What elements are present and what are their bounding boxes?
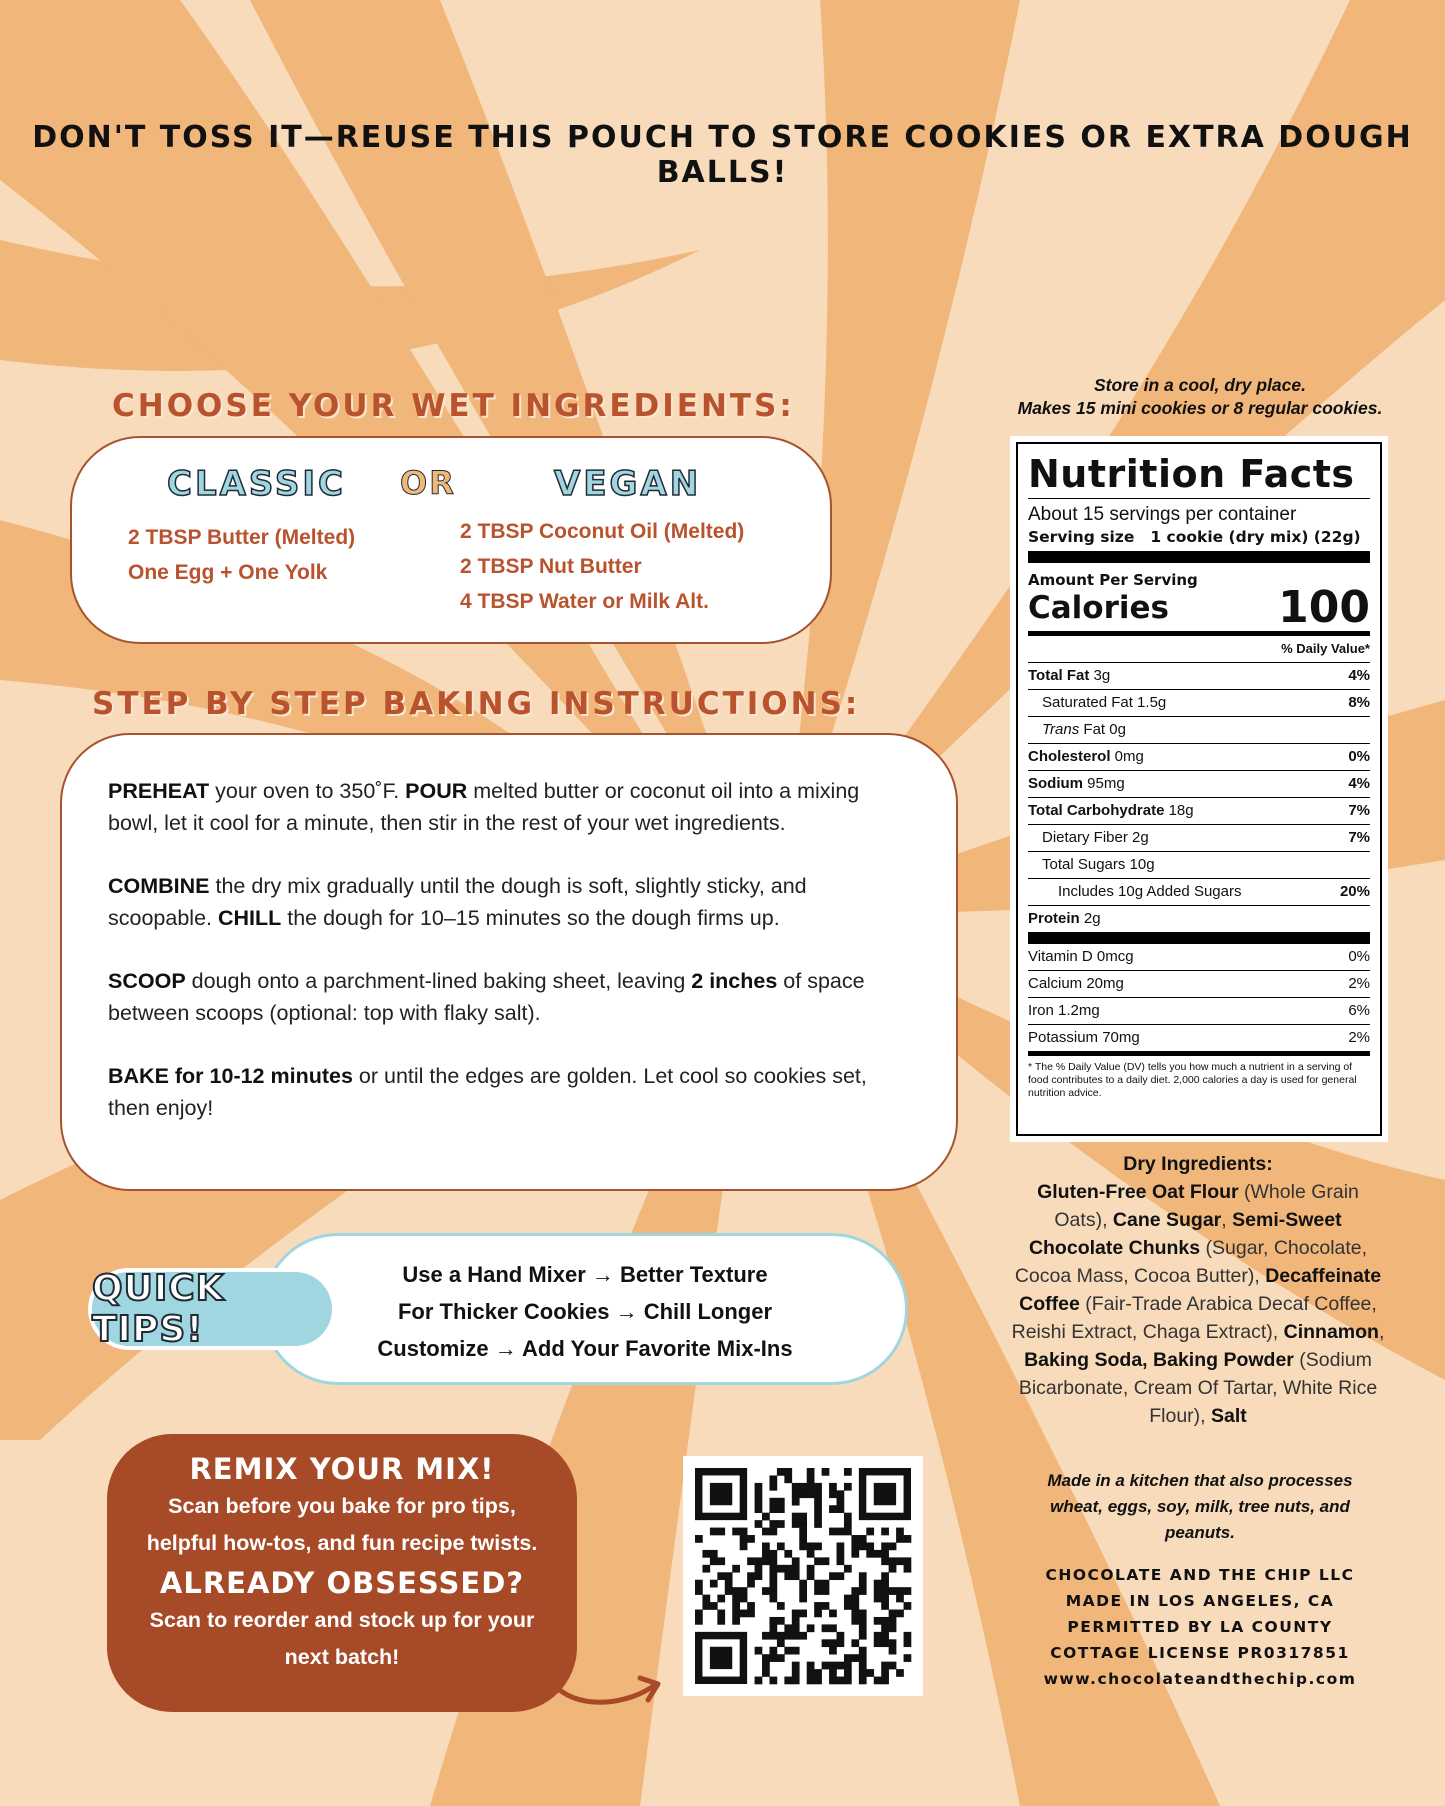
vitamin-row: Potassium 70mg 2%: [1028, 1024, 1370, 1051]
nutrition-title: Nutrition Facts: [1028, 452, 1355, 496]
vegan-item: 4 TBSP Water or Milk Alt.: [460, 590, 709, 613]
qr-code-icon: [683, 1456, 923, 1696]
nutrient-row: Sodium 95mg 4%: [1028, 770, 1370, 797]
company-info: [1000, 1562, 1400, 1692]
qr-code[interactable]: [683, 1456, 923, 1696]
quick-tips-card: [262, 1233, 908, 1385]
step-1: PREHEAT your oven to 350˚F. POUR melted butter or coconut oil into a mixing bowl, let it cool for a minute, then stir in the rest of your wet ingredients.: [108, 779, 860, 835]
daily-value-header: % Daily Value*: [1281, 641, 1370, 656]
calories-label: Calories: [1028, 590, 1169, 626]
serving-size-label: Serving size: [1028, 528, 1135, 546]
nutrient-row: Total Carbohydrate 18g 7%: [1028, 797, 1370, 824]
amount-per-serving: Amount Per Serving: [1028, 571, 1198, 589]
nutrient-row: Total Sugars 10g: [1028, 851, 1370, 878]
nutrient-row: Includes 10g Added Sugars 20%: [1028, 878, 1370, 905]
classic-item: 2 TBSP Butter (Melted): [128, 526, 356, 549]
vegan-item: 2 TBSP Coconut Oil (Melted): [460, 520, 745, 543]
serving-size-row: [1028, 527, 1370, 547]
calories-row: [1028, 582, 1370, 633]
daily-value-footnote: * The % Daily Value (DV) tells you how much a nutrient in a serving of food contributes to a daily diet. 2,000 calories a day is used for general nutrition advice.: [1028, 1061, 1357, 1099]
nutrient-rows: [1028, 662, 1370, 932]
vegan-list: [460, 514, 744, 619]
vitamin-row: Calcium 20mg 2%: [1028, 970, 1370, 997]
baking-instructions-title: STEP BY STEP BAKING INSTRUCTIONS:: [92, 686, 861, 722]
step-3: SCOOP dough onto a parchment-lined baking sheet, leaving 2 inches of space between scoops (optional: top with flaky salt).: [108, 969, 865, 1025]
nutrient-row: Cholesterol 0mg 0%: [1028, 743, 1370, 770]
classic-list: [128, 520, 355, 590]
or-text: OR: [400, 464, 456, 502]
ingredients-title: Dry Ingredients:: [1123, 1153, 1273, 1175]
step-2: COMBINE the dry mix gradually until the dough is soft, slightly sticky, and scoopable. CHILL the dough for 10–15 minutes so the dough firms up.: [108, 874, 807, 930]
serving-size-value: 1 cookie (dry mix) (22g): [1150, 528, 1361, 546]
tip-line: Use a Hand Mixer → Better Texture: [402, 1262, 768, 1287]
allergen-statement: Made in a kitchen that also processes wheat, eggs, soy, milk, tree nuts, and peanuts.: [1047, 1471, 1353, 1542]
vegan-heading: VEGAN: [554, 464, 702, 504]
nutrient-row: Protein 2g: [1028, 905, 1370, 932]
baking-instructions-card: [60, 733, 958, 1191]
remix-box: [107, 1434, 577, 1712]
storage-info: [990, 374, 1410, 420]
nutrient-row: Saturated Fat 1.5g 8%: [1028, 689, 1370, 716]
company-location: MADE IN LOS ANGELES, CA: [1065, 1592, 1335, 1610]
vitamin-row: Iron 1.2mg 6%: [1028, 997, 1370, 1024]
nutrition-facts-panel: [1016, 442, 1382, 1136]
wet-ingredients-title: CHOOSE YOUR WET INGREDIENTS:: [112, 388, 795, 424]
tip-line: For Thicker Cookies → Chill Longer: [397, 1299, 773, 1324]
yield-line: Makes 15 mini cookies or 8 regular cookies.: [1017, 398, 1383, 418]
reuse-pouch-banner: DON'T TOSS IT—REUSE THIS POUCH TO STORE COOKIES OR EXTRA DOUGH BALLS!: [32, 120, 1413, 190]
servings-per-container: About 15 servings per container: [1028, 504, 1297, 525]
company-name: CHOCOLATE AND THE CHIP LLC: [1045, 1566, 1355, 1584]
calories-value: 100: [1278, 582, 1370, 633]
vegan-item: 2 TBSP Nut Butter: [460, 555, 642, 578]
obsessed-heading: ALREADY OBSESSED?: [159, 1566, 525, 1600]
company-website[interactable]: www.chocolateandthechip.com: [1043, 1670, 1357, 1688]
nutrient-row: Total Fat 3g 4%: [1028, 662, 1370, 689]
tip-line: Customize → Add Your Favorite Mix-Ins: [377, 1336, 793, 1361]
classic-heading: CLASSIC: [167, 464, 346, 504]
arrow-icon: [540, 1640, 670, 1720]
steps-list: [108, 775, 910, 1124]
classic-item: One Egg + One Yolk: [128, 561, 328, 584]
storage-line: Store in a cool, dry place.: [1093, 375, 1306, 395]
vitamin-row: Vitamin D 0mcg 0%: [1028, 948, 1370, 965]
quick-tips-badge: [92, 1268, 332, 1350]
nutrient-row: Dietary Fiber 2g 7%: [1028, 824, 1370, 851]
quick-tips-label: QUICK TIPS!: [92, 1268, 225, 1350]
nutrient-row: Trans Fat 0g: [1028, 716, 1370, 743]
reorder-text: Scan to reorder and stock up for your next batch!: [149, 1608, 535, 1669]
wet-ingredients-card: [70, 436, 832, 644]
ingredients-list: Gluten-Free Oat Flour (Whole Grain Oats), Cane Sugar, Semi-Sweet Chocolate Chunks (Sugar, Chocolate, Cocoa Mass, Cocoa Butter), Decaffeinate Coffee (Fair-Trade Arabica Decaf Coffee, Reishi Extract, Chaga Extract), Cinnamon, Baking Soda, Baking Powder (Sodium Bicarbonate, Cream Of Tartar, White Rice Flour), Salt: [1011, 1181, 1385, 1427]
company-license: COTTAGE LICENSE PR0317851: [1050, 1644, 1350, 1662]
company-permit: PERMITTED BY LA COUNTY: [1067, 1618, 1333, 1636]
vitamin-rows: [1028, 944, 1370, 1051]
remix-text: Scan before you bake for pro tips, helpful how-tos, and fun recipe twists.: [146, 1494, 538, 1555]
step-4: BAKE for 10-12 minutes or until the edges are golden. Let cool so cookies set, then enjoy!: [108, 1064, 867, 1120]
remix-heading: REMIX YOUR MIX!: [189, 1452, 495, 1486]
ingredients-block: [1008, 1150, 1388, 1430]
